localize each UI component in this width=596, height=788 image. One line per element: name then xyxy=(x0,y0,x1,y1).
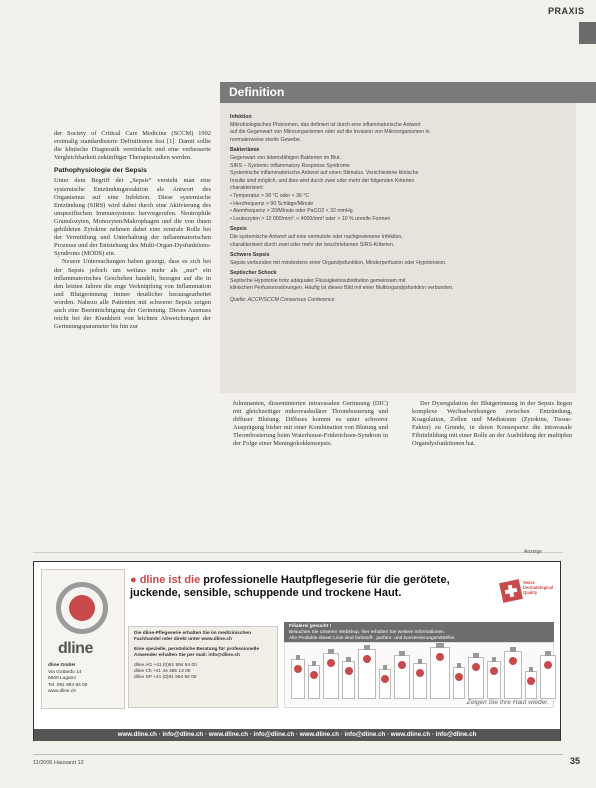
column1-paragraph-1: Unter dem Begriff der „Sepsis“ versteht man eine systemische Entzündungsreaktion als Antwort des Organismus auf eine Infektion. Diese systemische Entzündung (SIRS) wird dabei durch eine Aktivierung des unspezifischen Immunsystems hervorgerufen. Neutrophile Granulozyten, Monozyten/Makrophagen und die von ihnen gebildeten Zytokine nehmen dabei eine zentrale Rolle bei der Vermittlung und Unterhaltung der inflammatorischen Prozesse und der Entstehung des Multi-Organ-Dysfunktions-Syndroms (MODS) ein. xyxy=(54,177,211,258)
advertisement[interactable] xyxy=(33,561,561,741)
definition-line: klinischen Perfusionsstörungen. Häufig ist dieses Bild mit einer Multiorgandysfunktion verbunden. xyxy=(230,285,454,292)
ad-info-box xyxy=(128,626,278,708)
article-column-2 xyxy=(233,400,388,449)
section-label: PRAXIS xyxy=(548,6,585,16)
definition-line: Systemische inflammatorische Antwort auf einen Stimulus. Verschiedene klinische xyxy=(230,170,419,177)
definition-heading: Septischer Schock xyxy=(230,270,277,277)
definition-heading: Infektion xyxy=(230,114,252,120)
definition-title: Definition xyxy=(229,85,285,99)
product-bottle xyxy=(540,655,556,699)
product-bottle xyxy=(525,671,537,699)
company-address: dline GmbH Via Gottardo 14 6900 Lugano Tel. 091 994 84 00 www.dline.ch xyxy=(48,663,88,694)
column1-paragraph-2: Neuere Untersuchungen haben gezeigt, dass es sich bei der Sepsis jedoch um weitaus mehr als „nur“ ein inflammatorisches Geschehen handelt, bezogen auf die in den letzten Jahren die enge Verknüpfung von Inflammation und Blutgerinnung immer deutlicher herausgearbeitet worden. Nahezu alle Patienten mit schwerer Sepsis zeigen auch eine Beeinträchtigung der Gerinnung. Dieses Ausmass reicht bei der Krankheit von leichten Abweichungen der Gerinnungsparameter bis hin zur xyxy=(54,258,211,331)
article-column-1 xyxy=(54,130,211,331)
definition-box xyxy=(220,103,576,393)
definition-line: Sepsis verbunden mit mindestens einer Organdysfunktion, Minderperfusion oder Hypotension. xyxy=(230,259,447,266)
column3-text: Der Dysregulation der Blutgerinnung in der Sepsis liegen komplexe Wechselwirkungen zwischen Entzündung, Koagulation, Zellen und Mediatoren (Zytokine, Tissue-Faktor) zu Grunde, in deren Konsequenz die intravasale Fibrinbildung mit einer Rolle an der Ausbildung der multiplen Organdysfunktionen hat. xyxy=(412,400,572,448)
ad-info-line: Eine spezielle, persönliche Beratung für professionelle Anwender erhalten Sie per mail: info@dline.ch xyxy=(134,646,260,659)
definition-line: normalerweise sterile Gewebe. xyxy=(230,136,302,143)
ad-info-line: Die dline-Pflegeserie erhalten Sie im medizinischen Fachhandel oder direkt unter www.dline.ch xyxy=(134,631,252,643)
definition-line: Insulte sind möglich, und dies wird durch zwei oder mehr der folgenden Kriterien xyxy=(230,177,415,184)
product-bottle xyxy=(291,659,305,699)
product-bottle xyxy=(358,649,376,699)
ad-info-line: dline SP +41 (0)91 994 84 00 xyxy=(134,675,197,681)
product-bottle xyxy=(487,661,501,699)
product-bottle xyxy=(468,657,484,699)
product-bottle xyxy=(504,651,522,699)
ad-headline: ● dline ist die professionelle Hautpflegeserie für die gerötete, juckende, sensible, schuppende und trockene Haut. xyxy=(130,574,450,599)
footer-rule xyxy=(33,754,563,755)
swiss-quality-badge: Swiss Dermatological Quality xyxy=(497,572,555,610)
definition-line: • Herzfrequenz > 90 Schläge/Minute xyxy=(230,200,314,207)
definition-line: Die systemische Antwort auf eine vermutete oder nachgewiesene Infektion, xyxy=(230,233,403,240)
product-bottle xyxy=(430,647,450,699)
definition-line: • Atemfrequenz > 20/Minute oder PaCO2 < 32 mmHg xyxy=(230,208,353,215)
definition-line: charakterisiert: xyxy=(230,185,265,192)
ad-footer-links[interactable]: www.dline.ch · info@dline.ch · www.dline.ch · info@dline.ch · www.dline.ch · info@dline.ch · www.dline.ch · info@dline.ch xyxy=(34,729,560,741)
definition-heading: Sepsis xyxy=(230,226,247,233)
logo-dot-icon xyxy=(69,595,95,621)
definition-line: • Leukozyten > 12 000/mm³, < 4000/mm³ oder > 10 % unreife Formen xyxy=(230,215,391,222)
product-bottle xyxy=(413,663,427,699)
product-bottle xyxy=(394,655,410,699)
definition-line: Gegenwart von lebensfähigen Bakterien im Blut. xyxy=(230,154,342,161)
swiss-cross-icon xyxy=(499,579,523,603)
definition-line: Septische Hypotonie trotz adäquater Flüssigkeitssubstitution gemeinsam mit xyxy=(230,277,406,284)
ad-info-line: dline AG +41 (0)91 994 84 00 xyxy=(134,662,197,668)
article-column-3 xyxy=(412,400,572,449)
divider xyxy=(33,552,563,553)
ad-label: Anzeige xyxy=(524,549,543,555)
definition-line: SIRS – Systemic inflammatory Response Syndrome xyxy=(230,162,350,169)
subheading-pathophysiology: Pathophysiologie der Sepsis xyxy=(54,167,147,175)
product-lineup xyxy=(284,642,554,708)
issue-folio: 11/2006 Hausarzt 12 xyxy=(33,760,84,766)
definition-title-bar xyxy=(220,82,596,103)
product-bottle xyxy=(342,661,355,699)
definition-heading: Schwere Sepsis xyxy=(230,252,270,259)
column1-intro: der Society of Critical Care Medicine (SCCM) 1992 erstmalig standardisierte Definitionen fest [1]. Damit sollte die klinische Diagnostik vereinfacht und eine verbesserte Vergleichbarkeit zukünftiger Therapiestudien werden. xyxy=(54,130,211,162)
ad-slogan: Zeigen Sie Ihre Haut wieder. xyxy=(466,699,549,706)
product-bottle xyxy=(379,669,391,699)
ad-info-line: dline Ch +41 44 485 13 00 xyxy=(134,669,191,675)
column2-text: fulminanten, disseminierten intravasalen Gerinnung (DIC) mit gleichzeitiger mikrovaskulärer Thrombosierung und diffuser Blutung. Diffuses kommt es unter schwerer Ausprägung bisher mit einer Kombination von Blutung und Thrombosierung beim Waterhouse-Friderichsen-Syndrom in der Folge einer Meningokokkensepsis. xyxy=(233,400,388,448)
definition-line: charakterisiert durch zwei oder mehr der beschriebenen SIRS-Kriterien. xyxy=(230,241,395,248)
product-bottle xyxy=(323,653,339,699)
dline-logo-panel xyxy=(41,569,125,709)
product-bottle xyxy=(453,667,465,699)
definition-line: • Temperatur > 38 °C oder < 36 °C xyxy=(230,192,310,199)
ad-promo-bar: Filialerei gesucht ! Besuchen Sie unseren Webshop, hier erhalten Sie weitere Informationen. Alle Produkte dieser Linie sind farbstoff-, parfüm- und konservierungsmittelfrei. xyxy=(284,622,554,642)
product-bottle xyxy=(308,665,320,699)
brand-name: dline xyxy=(58,640,93,657)
definition-source: Quelle: ACCP/SCCM Consensus Conference xyxy=(230,297,335,304)
section-tab xyxy=(579,22,596,44)
page-number: 35 xyxy=(570,756,581,766)
definition-line: Mikrobiologisches Phänomen, das definiert ist durch eine inflammatorische Antwort xyxy=(230,121,421,128)
definition-heading: Bakteriämie xyxy=(230,147,260,154)
definition-line: auf die Gegenwart von Mikroorganismen oder auf die Invasion von Mikroorganismen in xyxy=(230,129,430,136)
